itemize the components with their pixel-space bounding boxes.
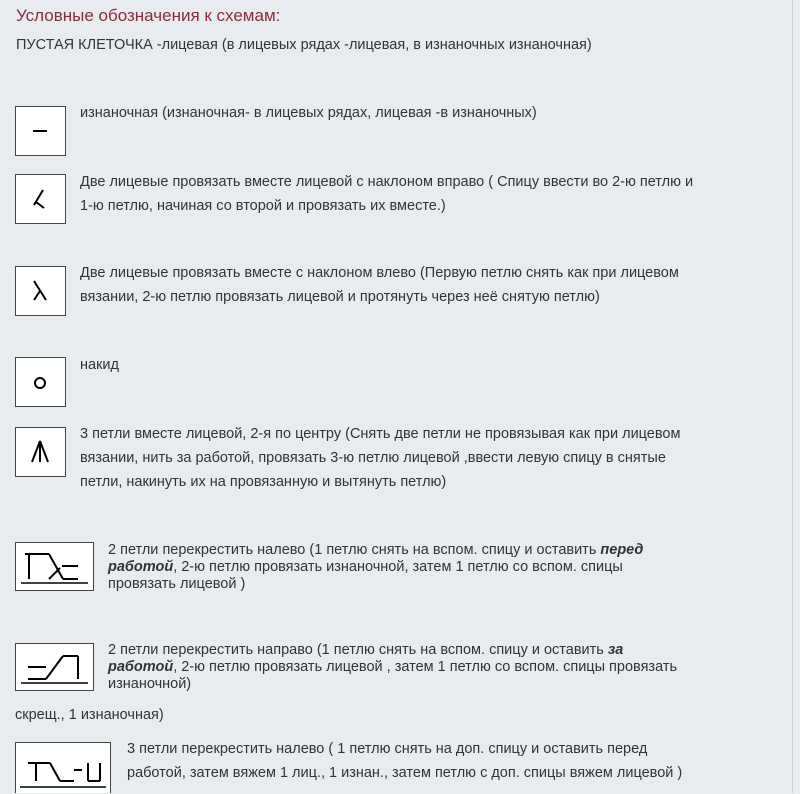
- legend-item: 3 петли перекрестить налево ( 1 петлю снять на доп. спицу и оставить перед работой, затем вяжем 1 лиц., 1 изнан., затем петлю с доп. спицы вяжем лицевой ): [127, 741, 683, 781]
- cross-left-icon: [15, 542, 94, 591]
- legend-item: 2 петли перекрестить направо (1 петлю снять на вспом. спицу и оставить за работой, 2-ю петлю провязать лицевой , затем 1 петлю со вспом. спицы провязать изнаночной): [108, 642, 678, 692]
- k2tog-right-icon: [15, 174, 66, 224]
- legend-item: Две лицевые провязать вместе с наклоном влево (Первую петлю снять как при лицевом вязании, 2-ю петлю провязать лицевой и протянуть через неё снятую петлю): [80, 265, 679, 305]
- legend-item: 3 петли вместе лицевой, 2-я по центру (Снять две петли не провязывая как при лицевом вязании, нить за работой, провязать 3-ю петлю лицевой ,ввести левую спицу в снятые петли, накинуть их на провязанную и вытянуть петлю): [80, 426, 681, 490]
- text-fragment: скрещ., 1 изнаночная): [15, 707, 164, 723]
- legend-item: изнаночная (изнаночная- в лицевых рядах, лицевая -в изнаночных): [80, 105, 537, 121]
- cross-right-icon: [15, 643, 94, 691]
- k2tog-left-icon: [15, 266, 66, 316]
- purl-dash-icon: [15, 106, 66, 156]
- legend-item: накид: [80, 357, 119, 373]
- legend-title: Условные обозначения к схемам:: [16, 6, 281, 25]
- page-border: [792, 0, 793, 793]
- legend-item: 2 петли перекрестить налево (1 петлю снять на вспом. спицу и оставить перед работой, 2-ю петлю провязать изнаночной, затем 1 петлю со вспом. спицы провязать лицевой ): [108, 542, 644, 592]
- empty-cell-note: ПУСТАЯ КЛЕТОЧКА -лицевая (в лицевых рядах -лицевая, в изнаночных изнаночная): [16, 37, 592, 53]
- yarn-over-icon: [15, 357, 66, 407]
- legend-item: Две лицевые провязать вместе лицевой с наклоном вправо ( Спицу ввести во 2-ю петлю и 1-ю петлю, начиная со второй и провязать их вместе.): [80, 174, 694, 214]
- cross-3-left-icon: [15, 742, 111, 793]
- k3tog-center-icon: [15, 427, 66, 477]
